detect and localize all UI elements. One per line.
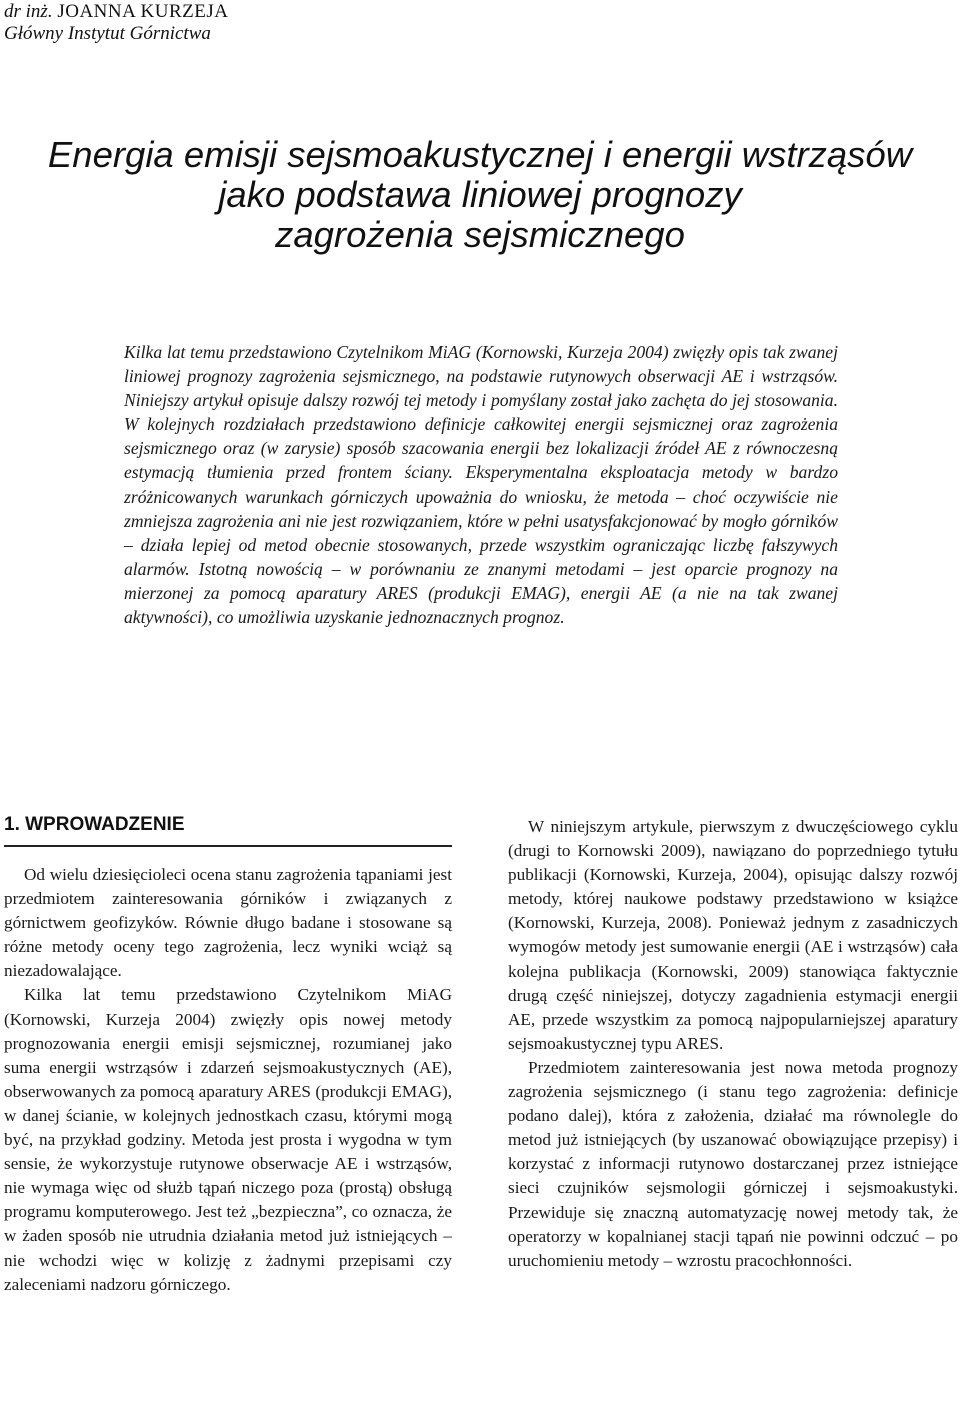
author-degree: dr inż. bbox=[4, 1, 53, 22]
body-paragraph: Przedmiotem zainteresowania jest nowa metoda prognozy zagrożenia sejsmicznego (i stanu tego zagrożenia: definicje podano dalej), która z założenia, działać ma równolegle do metod już istniejących (by uszanować obowiązujące przepisy) i korzystać z informacji rutynowo dostarczanej przez istniejące sieci czujników sejsmologii górniczej i sejsmoakustyki. Przewiduje się znaczną automatyzację nowej metody tak, że operatorzy w kopalnianej stacji tąpań nie powinni odczuć – po uruchomieniu metody – wzrostu pracochłonności. bbox=[508, 1057, 958, 1270]
section-divider bbox=[4, 845, 452, 847]
abstract: Kilka lat temu przedstawiono Czytelnikom MiAG (Kornowski, Kurzeja 2004) zwięzły opis tak zwanej liniowej prognozy zagrożenia sejsmicznego, na podstawie rutynowych obserwacji AE i wstrząsów. Niniejszy artykuł opisuje dalszy rozwój tej metody i pomyślany został jako zachęta do jej stosowania. W kolejnych rozdziałach przedstawiono definicje całkowitej energii sejsmicznej oraz zagrożenia sejsmicznego oraz (w zarysie) sposób szacowania energii bez lokalizacji źródeł AE z równoczesną estymacją tłumienia przed frontem ściany. Eksperymentalna eksploatacja metody w bardzo zróżnicowanych warunkach górniczych upoważnia do wniosku, że metoda – choć oczywiście nie zmniejsza zagrożenia ani nie jest rozwiązaniem, które w pełni usatysfakcjonować by mogło górników – działa lepiej od metod obecnie stosowanych, przede wszystkim ograniczając liczbę fałszywych alarmów. Istotną nowością – w porównaniu ze znanymi metodami – jest oparcie prognozy na mierzonej za pomocą aparatury ARES (produkcji EMAG), energii AE (a nie na tak zwanej aktywności), co umożliwia uzyskanie jednoznacznych prognoz. bbox=[124, 342, 838, 628]
title-line: Energia emisji sejsmoakustycznej i energii wstrząsów bbox=[47, 134, 913, 175]
body-paragraph: W niniejszym artykule, pierwszym z dwuczęściowego cyklu (drugi to Kornowski 2009), nawiązano do poprzedniego tytułu publikacji (Kornowski, Kurzeja, 2004), opisując dalszy rozwój metody, której naukowe podstawy przedstawiono w książce (Kornowski, Kurzeja, 2008). Ponieważ jednym z zasadniczych wymogów metody jest sumowanie energii (AE i wstrząsów) cała kolejna publikacja (Kornowski, 2009) stanowiąca faktycznie drugą część niniejszej, dotyczy zagadnienia estymacji energii AE, przede wszystkim za pomocą najpopularniejszej aparatury sejsmoakustycznej typu ARES. bbox=[508, 817, 958, 1053]
right-column bbox=[508, 815, 958, 1273]
body-paragraph: Od wielu dziesięcioleci ocena stanu zagrożenia tąpaniami jest przedmiotem zainteresowania górników i związanych z górnictwem geofizyków. Równie długo badane i stosowane są różne metody oceny tego zagrożenia, lecz wyniki wciąż są niezadowalające. bbox=[4, 865, 452, 981]
title-line: zagrożenia sejsmicznego bbox=[275, 214, 685, 255]
article-title bbox=[0, 135, 960, 255]
author-affiliation: Główny Instytut Górnictwa bbox=[4, 23, 211, 44]
body-paragraph: Kilka lat temu przedstawiono Czytelnikom MiAG (Kornowski, Kurzeja 2004) zwięzły opis nowej metody prognozowania energii emisji sejsmicznej, rozumianej jako suma energii wstrząsów i zdarzeń sejsmoakustycznych (AE), obserwowanych za pomocą aparatury ARES (produkcji EMAG), w danej ścianie, w kolejnych jednostkach czasu, którymi mogą być, na przykład godziny. Metoda jest prosta i wygodna w tym sensie, że wykorzystuje rutynowe obserwacje AE i wstrząsów, nie wymaga więc od służb tąpań niczego poza (prostą) obsługą programu komputerowego. Jest też „bezpieczna”, co oznacza, że w żaden sposób nie utrudnia działania metod już istniejących – nie wchodzi więc w kolizję z żadnymi przepisami czy zaleceniami nadzoru górniczego. bbox=[4, 985, 452, 1294]
left-column bbox=[4, 863, 452, 1297]
author-name: JOANNA KURZEJA bbox=[57, 1, 229, 22]
section-heading: 1. WPROWADZENIE bbox=[4, 814, 185, 835]
title-line: jako podstawa liniowej prognozy bbox=[218, 174, 742, 215]
author-line bbox=[4, 0, 228, 23]
